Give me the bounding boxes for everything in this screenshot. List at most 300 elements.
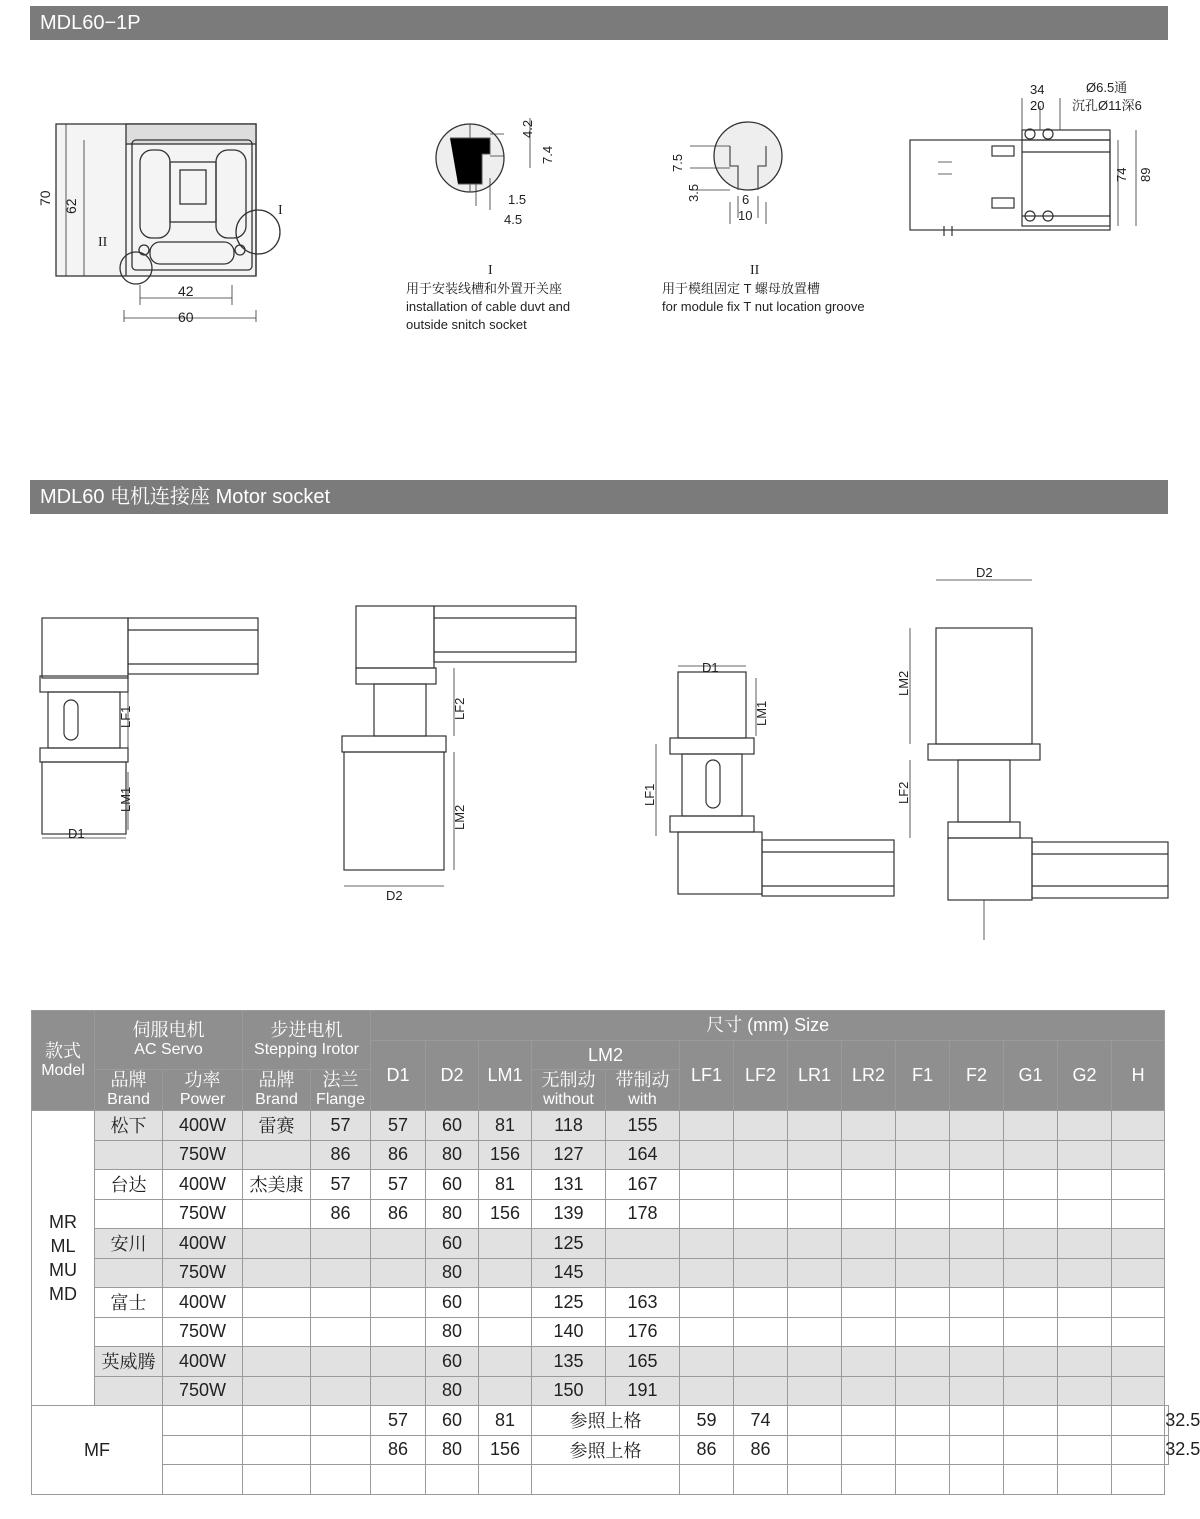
dim-42: 42 — [178, 283, 194, 299]
cell-empty — [1004, 1199, 1058, 1229]
cell-empty — [896, 1140, 950, 1170]
dim-34: 34 — [1030, 82, 1045, 97]
cell-lm1: 156 — [479, 1435, 532, 1465]
cell-flange — [311, 1288, 371, 1318]
cell-lm1: 156 — [479, 1140, 532, 1170]
cell-d2: 60 — [426, 1406, 479, 1436]
cell-empty — [950, 1317, 1004, 1347]
cell-empty — [950, 1140, 1004, 1170]
hole-counterbore: 沉孔Ø11深6 — [1072, 98, 1142, 113]
cell-empty — [243, 1406, 311, 1436]
cell-with: 164 — [606, 1140, 680, 1170]
cell-power: 400W — [163, 1111, 243, 1141]
dim-3-5: 3.5 — [686, 183, 701, 202]
cell-empty — [842, 1406, 896, 1436]
table-row — [32, 1317, 1169, 1347]
cell-empty — [788, 1465, 842, 1495]
detail-ii-caption-en: for module fix T nut location groove — [662, 299, 865, 314]
cell-d1 — [371, 1317, 426, 1347]
table-row — [32, 1199, 1169, 1229]
cell-empty — [1058, 1435, 1112, 1465]
dim-4-2: 4.2 — [520, 119, 535, 138]
model-code: MU — [49, 1260, 77, 1280]
detail-ii-caption — [662, 262, 912, 316]
label-lf1-a: LF1 — [118, 705, 133, 728]
table-row-mf — [32, 1435, 1169, 1465]
dim-1-5: 1.5 — [508, 192, 527, 207]
cell-empty — [734, 1347, 788, 1377]
cell-empty — [896, 1465, 950, 1495]
cell-empty — [950, 1435, 1004, 1465]
label-lm2-d: LM2 — [896, 670, 911, 696]
cell-brand: 台达 — [95, 1170, 163, 1200]
cell-lm2: 参照上格 — [532, 1406, 680, 1436]
cell-empty — [680, 1376, 734, 1406]
cell-empty — [950, 1406, 1004, 1436]
cell-with: 178 — [606, 1199, 680, 1229]
cell-d1 — [371, 1288, 426, 1318]
cell-empty — [1112, 1435, 1165, 1465]
cell-empty — [1112, 1288, 1165, 1318]
cell-empty — [1004, 1376, 1058, 1406]
cell-empty — [842, 1347, 896, 1377]
detail-ii-drawing — [660, 110, 800, 235]
table-row — [32, 1288, 1169, 1318]
side-view-drawing — [900, 76, 1170, 241]
label-lm2-b: LM2 — [452, 804, 467, 830]
cell-without: 125 — [532, 1229, 606, 1259]
label-lm1-c: LM1 — [754, 700, 769, 726]
detail-ii-caption-cn: 用于模组固定 T 螺母放置槽 — [662, 281, 820, 296]
dim-10: 10 — [738, 208, 753, 223]
detail-ii-roman: II — [750, 263, 760, 278]
cell-d1: 86 — [371, 1199, 426, 1229]
cell-empty — [950, 1288, 1004, 1318]
cell-empty — [842, 1376, 896, 1406]
cell-empty — [1004, 1258, 1058, 1288]
cell-d2: 80 — [426, 1140, 479, 1170]
cell-empty — [734, 1140, 788, 1170]
cell-empty — [1112, 1406, 1165, 1436]
th-lm2: LM2 — [532, 1040, 680, 1070]
cell-empty — [680, 1465, 734, 1495]
cell-power: 400W — [163, 1288, 243, 1318]
cell-flange — [311, 1317, 371, 1347]
model-mf-cell: MF — [32, 1406, 163, 1495]
cell-lm1: 156 — [479, 1199, 532, 1229]
cell-brand — [95, 1199, 163, 1229]
dim-20: 20 — [1030, 98, 1045, 113]
cell-empty — [1004, 1111, 1058, 1141]
cell-empty — [1112, 1347, 1165, 1377]
th-stepping-motor: 步进电机 Stepping Irotor — [243, 1011, 371, 1070]
cell-empty — [842, 1170, 896, 1200]
cell-lm1 — [479, 1258, 532, 1288]
cell-without: 131 — [532, 1170, 606, 1200]
detail-i-drawing — [430, 98, 570, 238]
th-d2: D2 — [426, 1040, 479, 1111]
cell-empty — [842, 1465, 896, 1495]
cell-empty — [788, 1376, 842, 1406]
cell-power: 750W — [163, 1317, 243, 1347]
cell-empty — [163, 1465, 243, 1495]
cell-empty — [1058, 1170, 1112, 1200]
profile-cross-section-drawing — [37, 110, 300, 330]
cell-empty — [1112, 1140, 1165, 1170]
cell-empty — [842, 1317, 896, 1347]
cell-empty — [950, 1229, 1004, 1259]
cell-power: 750W — [163, 1376, 243, 1406]
cell-power: 400W — [163, 1347, 243, 1377]
cell-without: 150 — [532, 1376, 606, 1406]
cell-empty — [1112, 1376, 1165, 1406]
dim-4-5: 4.5 — [504, 212, 523, 227]
cell-d1: 57 — [371, 1170, 426, 1200]
cell-empty — [788, 1199, 842, 1229]
model-code: MD — [49, 1284, 77, 1304]
detail-i-caption-en1: installation of cable duvt and — [406, 299, 571, 314]
cell-d2: 80 — [426, 1435, 479, 1465]
cell-empty — [842, 1435, 896, 1465]
detail-i-caption — [406, 262, 636, 334]
cell-empty — [1112, 1258, 1165, 1288]
table-row — [32, 1140, 1169, 1170]
cell-without: 118 — [532, 1111, 606, 1141]
cell-with — [606, 1258, 680, 1288]
cell-lf2: 74 — [734, 1406, 788, 1436]
table-row — [32, 1347, 1169, 1377]
th-f1: F1 — [896, 1040, 950, 1111]
cell-empty — [734, 1111, 788, 1141]
cell-empty — [896, 1199, 950, 1229]
cell-empty — [1058, 1376, 1112, 1406]
cell-empty — [1058, 1347, 1112, 1377]
th-h: H — [1112, 1040, 1165, 1111]
th-size: 尺寸 (mm) Size — [371, 1011, 1165, 1041]
cell-empty — [1058, 1317, 1112, 1347]
cell-lf2: 86 — [734, 1435, 788, 1465]
cell-empty — [788, 1170, 842, 1200]
cell-sbrand: 杰美康 — [243, 1170, 311, 1200]
cell-d1 — [371, 1258, 426, 1288]
cell-with: 191 — [606, 1376, 680, 1406]
th-ac-servo: 伺服电机 AC Servo — [95, 1011, 243, 1070]
cell-empty — [1004, 1465, 1058, 1495]
cell-empty — [788, 1347, 842, 1377]
cell-empty — [1058, 1406, 1112, 1436]
cell-with: 176 — [606, 1317, 680, 1347]
cell-empty — [680, 1317, 734, 1347]
detail-i-caption-cn: 用于安装线槽和外置开关座 — [406, 281, 563, 296]
cell-empty — [1112, 1199, 1165, 1229]
cell-sbrand — [243, 1258, 311, 1288]
cell-empty — [896, 1258, 950, 1288]
label-lm1-a: LM1 — [118, 786, 133, 812]
cell-sbrand: 雷赛 — [243, 1111, 311, 1141]
cell-empty — [680, 1258, 734, 1288]
label-lf1-c: LF1 — [642, 783, 657, 806]
cell-empty — [163, 1406, 243, 1436]
hole-through: Ø6.5通 — [1086, 80, 1128, 95]
cell-power: 400W — [163, 1170, 243, 1200]
cell-empty — [950, 1258, 1004, 1288]
cell-empty — [896, 1288, 950, 1318]
detail-label-ii: II — [98, 235, 108, 250]
cell-empty — [1004, 1288, 1058, 1318]
cell-empty — [1004, 1140, 1058, 1170]
cell-flange: 57 — [311, 1170, 371, 1200]
cell-lf1: 86 — [680, 1435, 734, 1465]
cell-empty — [842, 1111, 896, 1141]
cell-empty — [842, 1258, 896, 1288]
th-g2: G2 — [1058, 1040, 1112, 1111]
cell-d2: 80 — [426, 1258, 479, 1288]
label-lf2-d: LF2 — [896, 781, 911, 804]
cell-d1: 57 — [371, 1111, 426, 1141]
cell-empty — [788, 1406, 842, 1436]
cell-empty — [243, 1435, 311, 1465]
th-flange: 法兰 Flange — [311, 1070, 371, 1111]
cell-empty — [311, 1406, 371, 1436]
cell-empty — [734, 1258, 788, 1288]
th-model: 款式 Model — [32, 1011, 95, 1111]
label-d1-a: D1 — [68, 826, 85, 841]
cell-empty — [680, 1170, 734, 1200]
cell-power: 750W — [163, 1258, 243, 1288]
th-d1: D1 — [371, 1040, 426, 1111]
cell-empty — [680, 1111, 734, 1141]
cell-empty — [734, 1376, 788, 1406]
cell-empty — [950, 1111, 1004, 1141]
cell-empty — [1004, 1229, 1058, 1259]
cell-empty — [896, 1111, 950, 1141]
cell-lm1: 81 — [479, 1111, 532, 1141]
cell-empty — [788, 1317, 842, 1347]
th-lf2: LF2 — [734, 1040, 788, 1111]
cell-empty — [532, 1465, 680, 1495]
cell-empty — [163, 1435, 243, 1465]
dim-70: 70 — [37, 190, 53, 206]
cell-empty — [1112, 1465, 1165, 1495]
cell-empty — [311, 1465, 371, 1495]
cell-empty — [311, 1435, 371, 1465]
cell-brand — [95, 1258, 163, 1288]
cell-empty — [734, 1288, 788, 1318]
table-row — [32, 1258, 1169, 1288]
cell-sbrand — [243, 1229, 311, 1259]
cell-empty — [1004, 1317, 1058, 1347]
cell-empty — [1112, 1229, 1165, 1259]
cell-flange: 86 — [311, 1199, 371, 1229]
cell-with: 155 — [606, 1111, 680, 1141]
cell-empty — [950, 1465, 1004, 1495]
th-f2: F2 — [950, 1040, 1004, 1111]
cell-lm1 — [479, 1347, 532, 1377]
table-row — [32, 1229, 1169, 1259]
cell-sbrand — [243, 1140, 311, 1170]
cell-empty — [788, 1288, 842, 1318]
cell-empty — [896, 1170, 950, 1200]
th-brand: 品牌 Brand — [95, 1070, 163, 1111]
cell-sbrand — [243, 1199, 311, 1229]
cell-d2: 60 — [426, 1229, 479, 1259]
cell-empty — [788, 1435, 842, 1465]
cell-power: 750W — [163, 1140, 243, 1170]
th-lf1: LF1 — [680, 1040, 734, 1111]
cell-empty — [680, 1140, 734, 1170]
model-code: ML — [50, 1236, 76, 1256]
section-title-mdl60-1p: MDL60−1P — [30, 6, 1168, 40]
th-power: 功率 Power — [163, 1070, 243, 1111]
cell-empty — [426, 1465, 479, 1495]
model-group-cell — [32, 1111, 95, 1406]
cell-empty — [950, 1376, 1004, 1406]
dim-60: 60 — [178, 309, 194, 325]
table-row — [32, 1376, 1169, 1406]
detail-i-roman: I — [488, 263, 493, 278]
cell-empty — [788, 1140, 842, 1170]
cell-brand: 安川 — [95, 1229, 163, 1259]
dim-6: 6 — [742, 192, 750, 207]
label-d2-d: D2 — [976, 565, 993, 580]
cell-sbrand — [243, 1376, 311, 1406]
cell-brand: 英威腾 — [95, 1347, 163, 1377]
cell-empty — [842, 1140, 896, 1170]
cell-with — [606, 1229, 680, 1259]
cell-sbrand — [243, 1347, 311, 1377]
label-lf2-b: LF2 — [452, 697, 467, 720]
table-row-mf — [32, 1406, 1169, 1436]
label-d2-b: D2 — [386, 888, 403, 903]
cell-power: 750W — [163, 1199, 243, 1229]
cell-empty — [1058, 1140, 1112, 1170]
cell-empty — [896, 1229, 950, 1259]
cell-brand — [95, 1140, 163, 1170]
cell-d1: 86 — [371, 1435, 426, 1465]
cell-lm1: 81 — [479, 1406, 532, 1436]
cell-brand — [95, 1317, 163, 1347]
cell-empty — [734, 1465, 788, 1495]
cell-empty — [1004, 1170, 1058, 1200]
cell-d1: 86 — [371, 1140, 426, 1170]
dim-7-4: 7.4 — [540, 145, 555, 164]
cell-empty — [896, 1317, 950, 1347]
cell-flange — [311, 1347, 371, 1377]
cell-with: 163 — [606, 1288, 680, 1318]
cell-sbrand — [243, 1317, 311, 1347]
cell-empty — [1058, 1229, 1112, 1259]
cell-d1 — [371, 1229, 426, 1259]
cell-h: 32.5 — [1165, 1435, 1169, 1465]
cell-d1 — [371, 1376, 426, 1406]
cell-without: 145 — [532, 1258, 606, 1288]
cell-h: 32.5 — [1165, 1406, 1169, 1436]
cell-empty — [896, 1376, 950, 1406]
cell-d2: 60 — [426, 1111, 479, 1141]
cell-sbrand — [243, 1288, 311, 1318]
cell-empty — [680, 1229, 734, 1259]
cell-flange — [311, 1258, 371, 1288]
cell-empty — [680, 1199, 734, 1229]
cell-flange — [311, 1229, 371, 1259]
cell-empty — [243, 1465, 311, 1495]
cell-empty — [896, 1406, 950, 1436]
cell-empty — [680, 1347, 734, 1377]
cell-empty — [950, 1170, 1004, 1200]
cell-flange: 86 — [311, 1140, 371, 1170]
section-title-motor-socket: MDL60 电机连接座 Motor socket — [30, 480, 1168, 514]
cell-empty — [479, 1465, 532, 1495]
cell-empty — [371, 1465, 426, 1495]
cell-without: 127 — [532, 1140, 606, 1170]
cell-lm1: 81 — [479, 1170, 532, 1200]
detail-i-caption-en2: outside snitch socket — [406, 317, 527, 332]
cell-d2: 80 — [426, 1376, 479, 1406]
cell-empty — [1058, 1199, 1112, 1229]
cell-with: 165 — [606, 1347, 680, 1377]
cell-d2: 60 — [426, 1347, 479, 1377]
cell-lm1 — [479, 1317, 532, 1347]
cell-d1: 57 — [371, 1406, 426, 1436]
cell-d2: 80 — [426, 1199, 479, 1229]
cell-lm1 — [479, 1229, 532, 1259]
cell-empty — [896, 1347, 950, 1377]
cell-empty — [734, 1229, 788, 1259]
cell-empty — [734, 1170, 788, 1200]
cell-d2: 80 — [426, 1317, 479, 1347]
cell-d1 — [371, 1347, 426, 1377]
cell-empty — [734, 1317, 788, 1347]
cell-empty — [1058, 1465, 1112, 1495]
cell-empty — [1058, 1258, 1112, 1288]
table-row — [32, 1111, 1169, 1141]
cell-empty — [842, 1229, 896, 1259]
cell-brand: 松下 — [95, 1111, 163, 1141]
cell-without: 140 — [532, 1317, 606, 1347]
cell-empty — [842, 1288, 896, 1318]
label-d1-c: D1 — [702, 660, 719, 675]
cell-power: 400W — [163, 1229, 243, 1259]
cell-empty — [788, 1229, 842, 1259]
cell-empty — [680, 1288, 734, 1318]
cell-empty — [734, 1199, 788, 1229]
detail-label-i: I — [278, 203, 283, 218]
th-lr1: LR1 — [788, 1040, 842, 1111]
cell-empty — [1112, 1317, 1165, 1347]
cell-empty — [1004, 1435, 1058, 1465]
cell-empty — [1058, 1288, 1112, 1318]
dim-74: 74 — [1114, 167, 1129, 182]
cell-with: 167 — [606, 1170, 680, 1200]
cell-without: 125 — [532, 1288, 606, 1318]
cell-lm1 — [479, 1288, 532, 1318]
dim-89: 89 — [1138, 167, 1153, 182]
motor-socket-drawings — [30, 560, 1170, 950]
th-without-brake: 无制动 without — [532, 1070, 606, 1111]
cell-lm1 — [479, 1376, 532, 1406]
dim-7-5: 7.5 — [670, 153, 685, 172]
cell-brand — [95, 1376, 163, 1406]
th-lm1: LM1 — [479, 1040, 532, 1111]
cell-without: 139 — [532, 1199, 606, 1229]
cell-empty — [1004, 1406, 1058, 1436]
th-g1: G1 — [1004, 1040, 1058, 1111]
th-step-brand: 品牌 Brand — [243, 1070, 311, 1111]
cell-empty — [1004, 1347, 1058, 1377]
cell-brand: 富士 — [95, 1288, 163, 1318]
cell-empty — [1058, 1111, 1112, 1141]
cell-empty — [950, 1199, 1004, 1229]
